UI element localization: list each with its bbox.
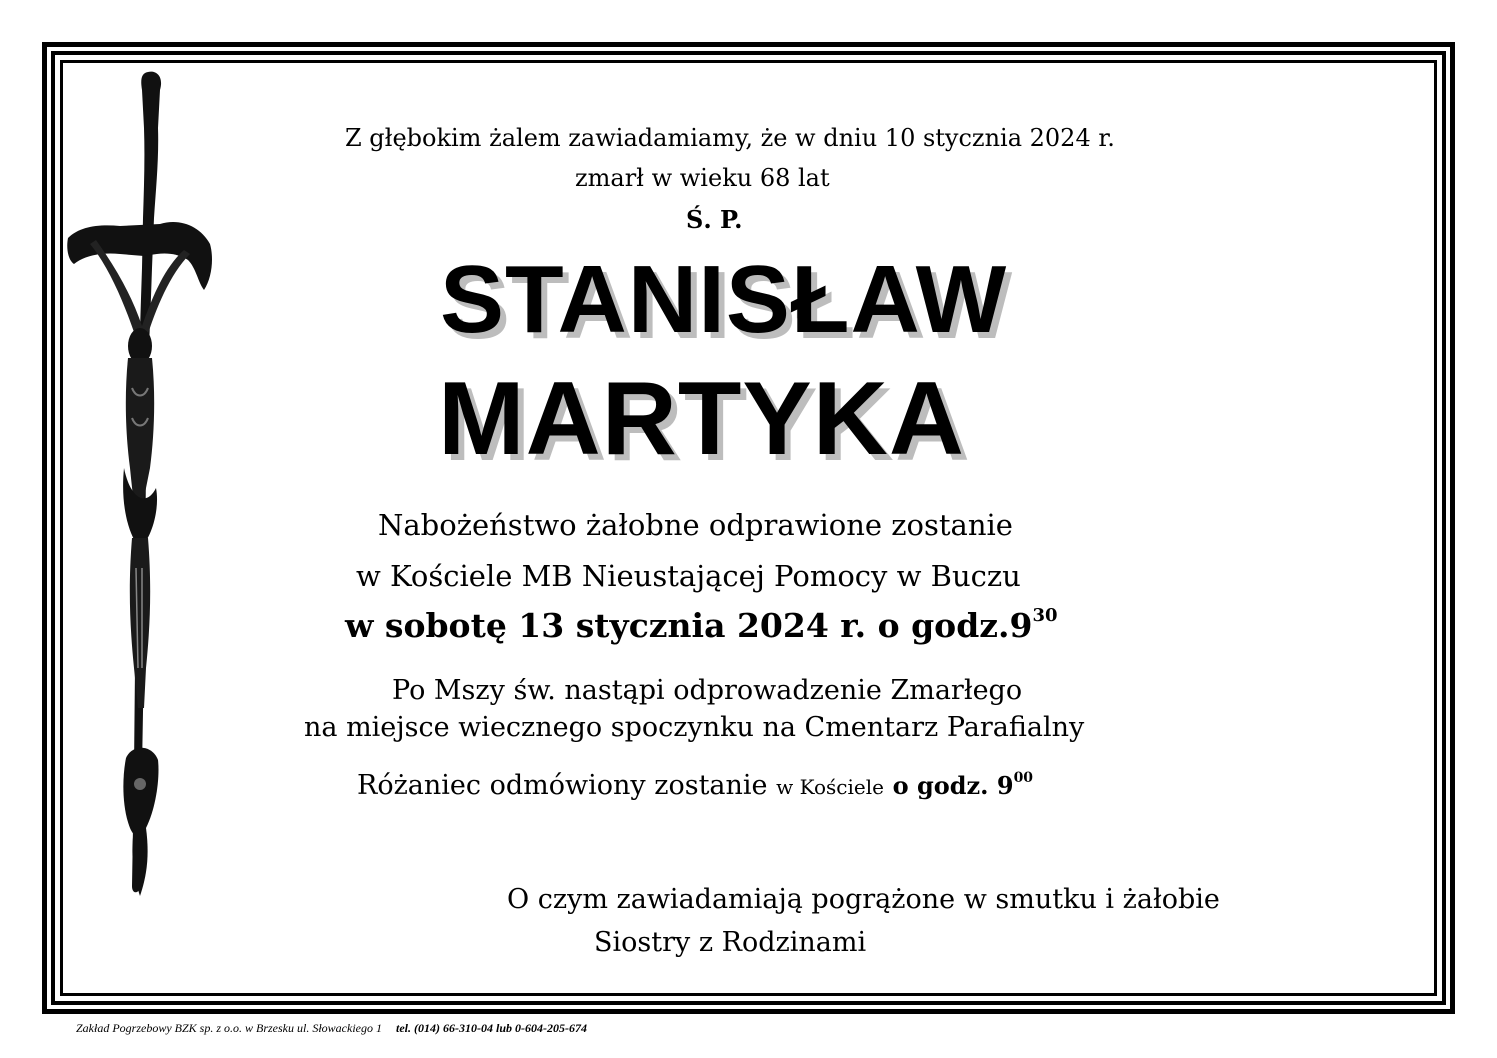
intro-line-1: Z głębokim żalem zawiadamiamy, że w dniu 10 stycznia 2024 r. — [345, 124, 1115, 152]
service-date-text: w sobotę 13 stycznia 2024 r. o godz.9 — [345, 606, 1033, 645]
rosary-time-minutes: 00 — [1013, 770, 1034, 786]
service-date — [345, 605, 1058, 645]
rosary-line — [357, 770, 1033, 801]
deceased-first-name: STANISŁAW — [440, 246, 1008, 353]
rosary-time-text: o godz. 9 — [892, 771, 1014, 800]
rosary-text: Różaniec odmówiony zostanie — [357, 770, 768, 801]
signature-line-1: O czym zawiadamiają pogrążone w smutku i żałobie — [507, 884, 1220, 915]
rosary-time — [893, 771, 1033, 800]
footer-phone: tel. (014) 66-310-04 lub 0-604-205-674 — [396, 1021, 587, 1035]
service-time-minutes: 30 — [1032, 605, 1058, 626]
footer-company: Zakład Pogrzebowy BZK sp. z o.o. w Brzesku ul. Słowackiego 1 — [76, 1021, 382, 1035]
crucifix-icon — [60, 68, 220, 898]
burial-line-1: Po Mszy św. nastąpi odprowadzenie Zmarłego — [392, 675, 1023, 706]
service-line-1: Nabożeństwo żałobne odprawione zostanie — [378, 508, 1013, 542]
signature-line-2: Siostry z Rodzinami — [594, 927, 867, 958]
intro-line-2: zmarł w wieku 68 lat — [575, 164, 830, 192]
service-line-2: w Kościele MB Nieustającej Pomocy w Buczu — [356, 559, 1021, 593]
burial-line-2: na miejsce wiecznego spoczynku na Cmentarz Parafialny — [304, 712, 1085, 743]
rosary-place: w Kościele — [776, 775, 884, 799]
deceased-last-name: MARTYKA — [438, 361, 965, 477]
footer — [76, 1021, 587, 1036]
honorific: Ś. P. — [686, 205, 743, 234]
